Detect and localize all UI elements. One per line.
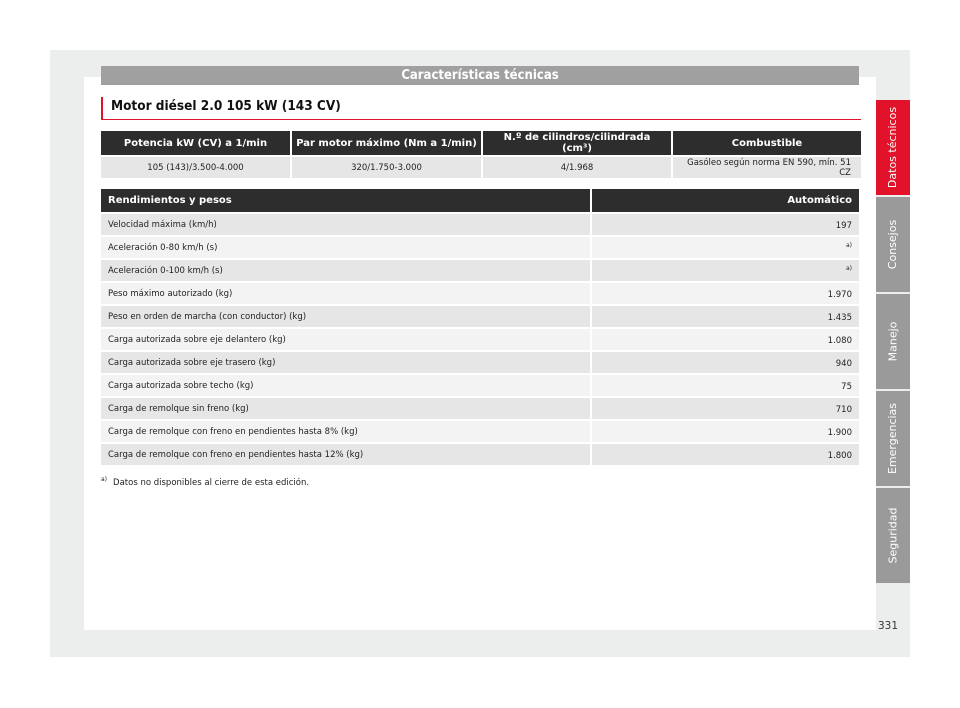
row-value-text: 710 <box>835 404 852 415</box>
table-row <box>101 258 859 281</box>
engine-table-header <box>101 131 861 157</box>
table-row <box>101 235 859 258</box>
tab-datos-tecnicos[interactable] <box>876 100 910 195</box>
table-row <box>101 373 859 396</box>
performance-header-value: Automático <box>592 189 859 212</box>
engine-cell: 320/1.750-3.000 <box>292 157 481 178</box>
row-label: Carga de remolque con freno en pendientes hasta 8% (kg) <box>101 419 590 442</box>
row-label: Velocidad máxima (km/h) <box>101 212 590 235</box>
row-value <box>592 419 859 442</box>
row-label: Carga de remolque con freno en pendientes hasta 12% (kg) <box>101 442 590 465</box>
engine-header-cell: Potencia kW (CV) a 1/min <box>101 131 290 157</box>
section-header: Características técnicas <box>101 66 859 85</box>
tab-seguridad[interactable] <box>876 488 910 583</box>
row-label: Carga de remolque sin freno (kg) <box>101 396 590 419</box>
row-footnote-mark: a) <box>845 241 852 249</box>
row-value-text: 1.080 <box>827 335 852 346</box>
table-row <box>101 396 859 419</box>
row-value <box>592 212 859 235</box>
table-row <box>101 304 859 327</box>
row-value <box>592 235 859 258</box>
table-row <box>101 212 859 235</box>
row-value <box>592 442 859 465</box>
engine-header-cell: Par motor máximo (Nm a 1/min) <box>292 131 481 157</box>
row-value <box>592 304 859 327</box>
row-value-text: 940 <box>835 358 852 369</box>
row-label: Carga autorizada sobre eje delantero (kg) <box>101 327 590 350</box>
page-number: 331 <box>878 620 899 632</box>
row-value <box>592 327 859 350</box>
performance-header-label: Rendimientos y pesos <box>101 189 590 212</box>
performance-table <box>99 189 861 465</box>
row-value-text: 197 <box>835 220 852 231</box>
footnote-text: Datos no disponibles al cierre de esta edición. <box>113 477 310 488</box>
tab-manejo[interactable] <box>876 294 910 389</box>
table-row <box>101 442 859 465</box>
row-label: Peso máximo autorizado (kg) <box>101 281 590 304</box>
engine-table <box>99 131 863 178</box>
tab-label: Datos técnicos <box>886 106 900 189</box>
row-value <box>592 258 859 281</box>
footnote <box>101 476 309 488</box>
row-value-text: 75 <box>841 381 852 392</box>
row-label: Carga autorizada sobre eje trasero (kg) <box>101 350 590 373</box>
row-value-text: 1.900 <box>827 427 852 438</box>
title-block <box>101 97 861 120</box>
engine-cell: Gasóleo según norma EN 590, mín. 51 CZ <box>673 157 861 178</box>
row-label: Aceleración 0-80 km/h (s) <box>101 235 590 258</box>
row-value <box>592 373 859 396</box>
row-label: Aceleración 0-100 km/h (s) <box>101 258 590 281</box>
row-value-text: 1.970 <box>827 289 852 300</box>
table-row <box>101 419 859 442</box>
tab-consejos[interactable] <box>876 197 910 292</box>
row-value-text: 1.800 <box>827 450 852 461</box>
engine-header-cell: N.º de cilindros/cilindrada (cm³) <box>483 131 671 157</box>
tab-label: Manejo <box>886 321 900 362</box>
footnote-mark: a) <box>101 476 108 483</box>
row-footnote-mark: a) <box>845 264 852 272</box>
engine-cell: 4/1.968 <box>483 157 671 178</box>
tab-label: Emergencias <box>886 402 900 475</box>
tab-label: Consejos <box>886 219 900 270</box>
performance-table-header <box>101 189 859 212</box>
engine-header-cell: Combustible <box>673 131 861 157</box>
row-value <box>592 281 859 304</box>
row-value-text: 1.435 <box>827 312 852 323</box>
table-row <box>101 327 859 350</box>
tab-emergencias[interactable] <box>876 391 910 486</box>
table-row <box>101 350 859 373</box>
engine-cell: 105 (143)/3.500-4.000 <box>101 157 290 178</box>
row-value <box>592 396 859 419</box>
tab-label: Seguridad <box>886 507 900 564</box>
row-label: Carga autorizada sobre techo (kg) <box>101 373 590 396</box>
row-label: Peso en orden de marcha (con conductor) (kg) <box>101 304 590 327</box>
page-title: Motor diésel 2.0 105 kW (143 CV) <box>111 98 341 114</box>
row-value <box>592 350 859 373</box>
table-row <box>101 281 859 304</box>
engine-table-row <box>101 157 861 178</box>
